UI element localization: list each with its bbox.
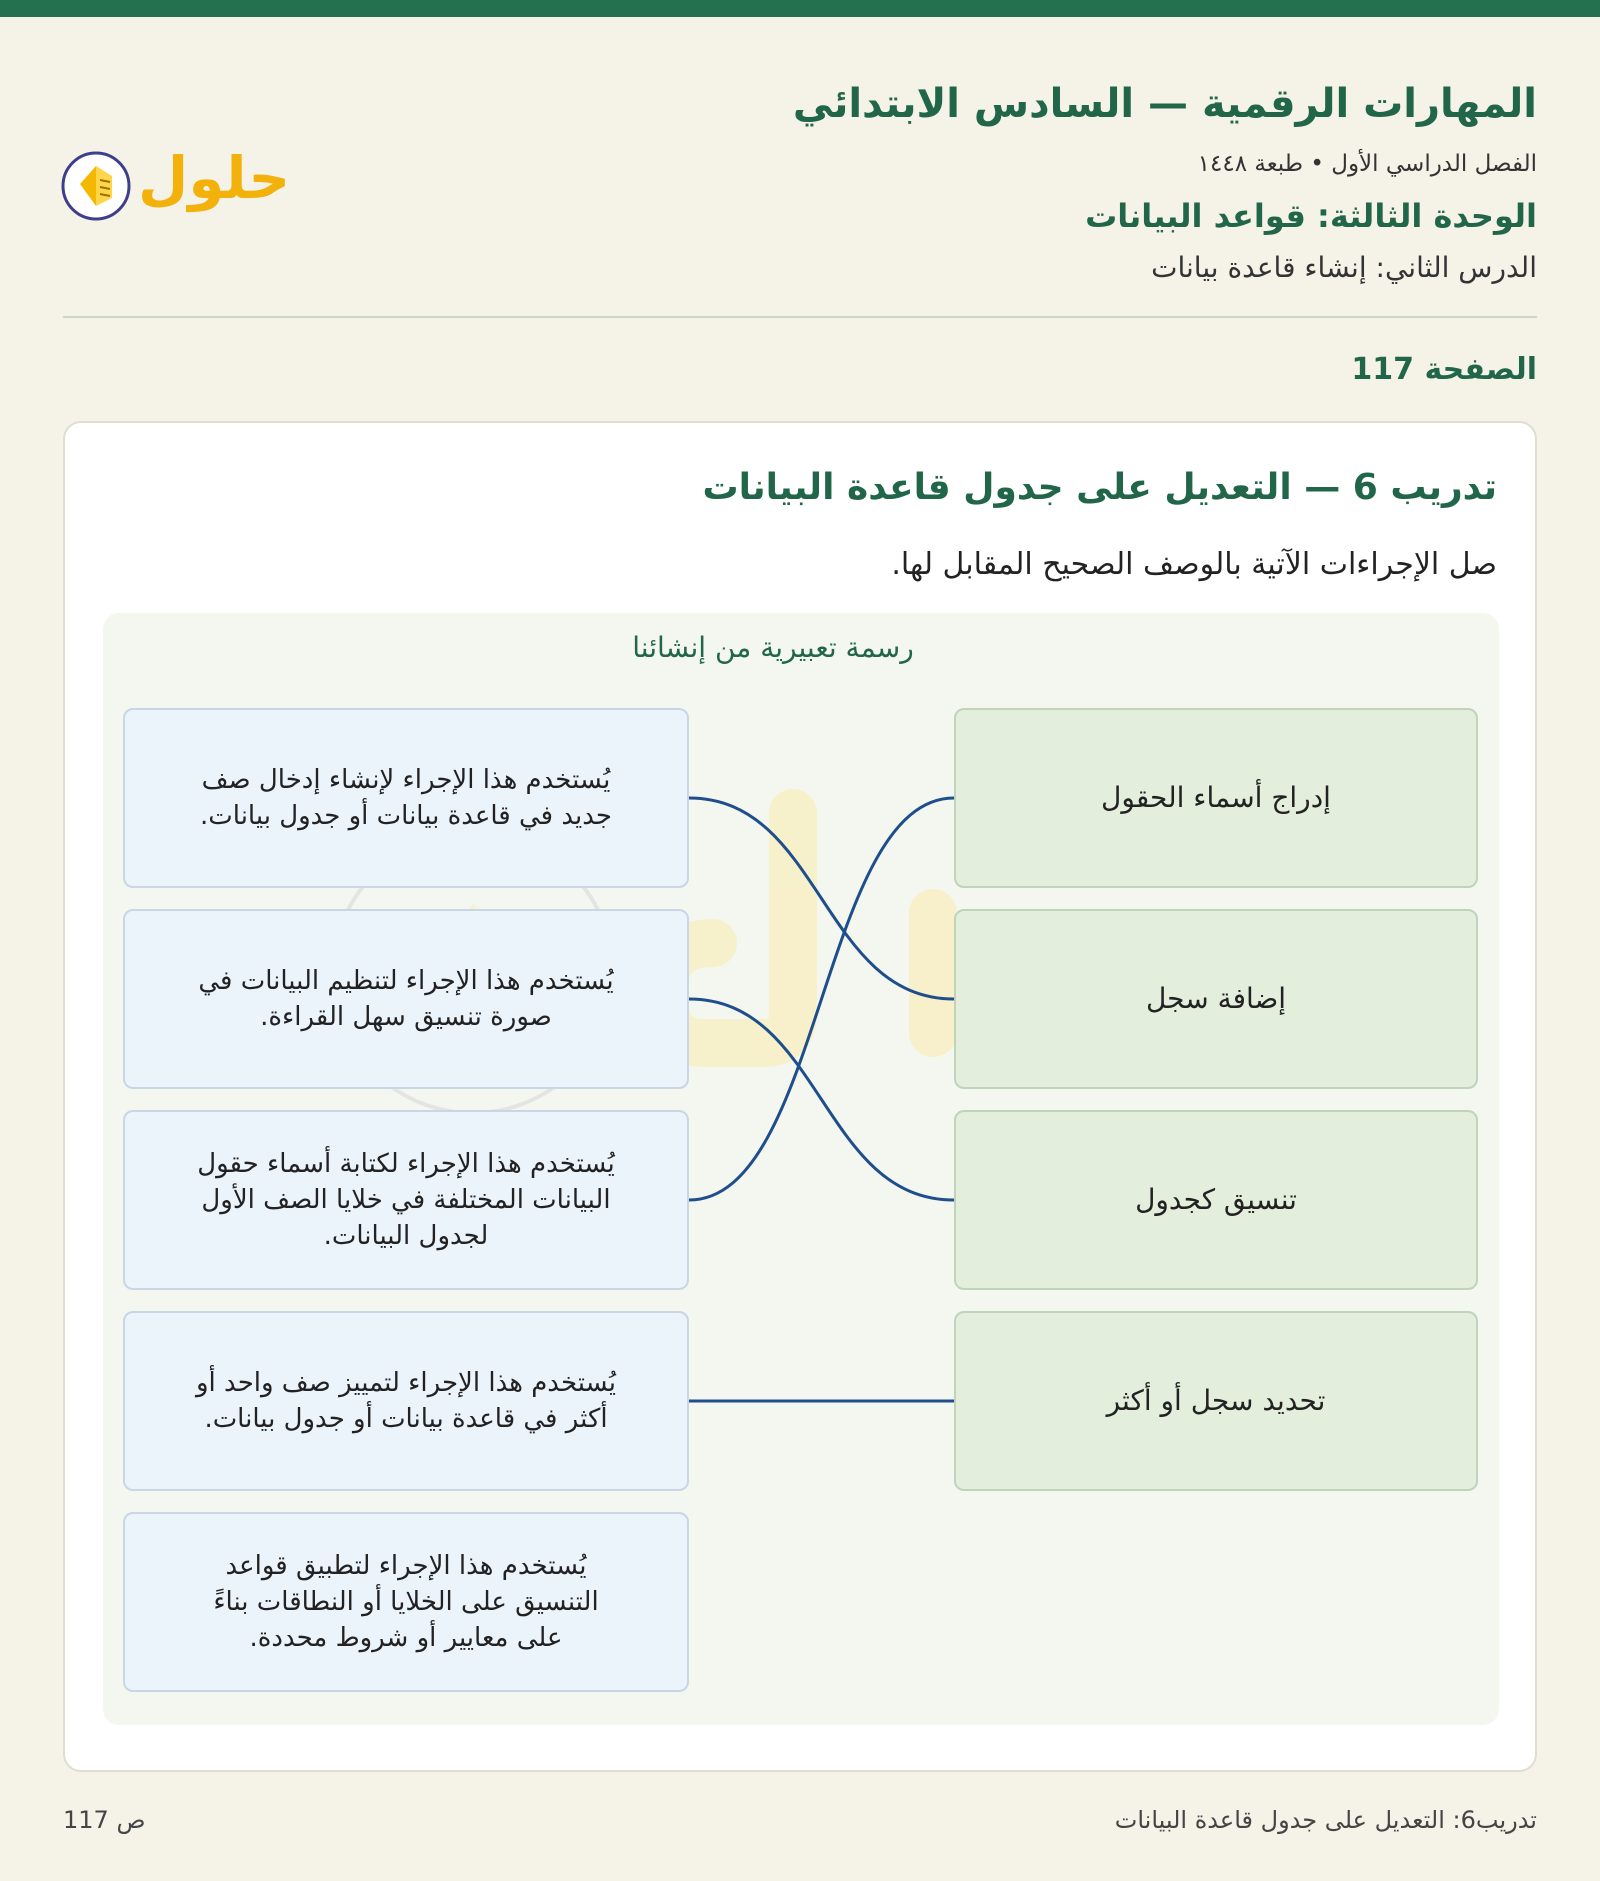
- footer-exercise-ref: تدريب6: التعديل على جدول قاعدة البيانات: [1114, 1806, 1537, 1834]
- term-box[interactable]: [954, 1311, 1478, 1491]
- book-title: المهارات الرقمية — السادس الابتدائي: [792, 81, 1537, 127]
- description-text: يُستخدم هذا الإجراء لإنشاء إدخال صف جديد في قاعدة بيانات أو جدول بيانات.: [200, 765, 612, 831]
- description-box[interactable]: [123, 1512, 689, 1692]
- term-text: إدراج أسماء الحقول: [1101, 781, 1331, 814]
- exercise-card: [63, 421, 1537, 1772]
- exercise-instruction: صل الإجراءات الآتية بالوصف الصحيح المقابل لها.: [891, 547, 1497, 582]
- term-text: إضافة سجل: [1145, 982, 1287, 1015]
- description-text: يُستخدم هذا الإجراء لتطبيق قواعد التنسيق على الخلايا أو النطاقات بناءً على معايير أو شروط محددة.: [213, 1551, 599, 1653]
- exercise-title: تدريب 6 — التعديل على جدول قاعدة البيانات: [702, 467, 1497, 508]
- top-accent-bar: [0, 0, 1600, 17]
- description-box[interactable]: [123, 909, 689, 1089]
- diagram-caption: رسمة تعبيرية من إنشائنا: [632, 631, 914, 664]
- connection-line: [689, 798, 954, 1200]
- connection-line: [689, 999, 954, 1200]
- term-text: تحديد سجل أو أكثر: [1106, 1384, 1326, 1417]
- description-text: يُستخدم هذا الإجراء لتمييز صف واحد أو أكثر في قاعدة بيانات أو جدول بيانات.: [196, 1368, 616, 1434]
- page-header: [477, 75, 1537, 289]
- connection-line: [689, 798, 954, 999]
- term-box[interactable]: [954, 1110, 1478, 1290]
- header-divider: [63, 316, 1537, 318]
- term-box[interactable]: [954, 708, 1478, 888]
- description-box[interactable]: [123, 1110, 689, 1290]
- description-box[interactable]: [123, 708, 689, 888]
- term-text: تنسيق كجدول: [1135, 1183, 1297, 1216]
- description-text: يُستخدم هذا الإجراء لتنظيم البيانات في صورة تنسيق سهل القراءة.: [198, 966, 614, 1032]
- semester-edition: الفصل الدراسي الأول • طبعة ١٤٤٨: [1197, 151, 1537, 177]
- description-box[interactable]: [123, 1311, 689, 1491]
- page-label: الصفحة 117: [1351, 352, 1537, 387]
- footer-page-number: ص 117: [63, 1806, 146, 1834]
- lesson-title: الدرس الثاني: إنشاء قاعدة بيانات: [1151, 251, 1537, 284]
- logo-text: حلول: [138, 144, 291, 212]
- matching-diagram: [103, 613, 1499, 1725]
- term-box[interactable]: [954, 909, 1478, 1089]
- site-logo[interactable]: [60, 132, 291, 224]
- description-text: يُستخدم هذا الإجراء لكتابة أسماء حقول البيانات المختلفة في خلايا الصف الأول لجدول البيانات.: [197, 1149, 615, 1251]
- unit-title: الوحدة الثالثة: قواعد البيانات: [1085, 197, 1537, 235]
